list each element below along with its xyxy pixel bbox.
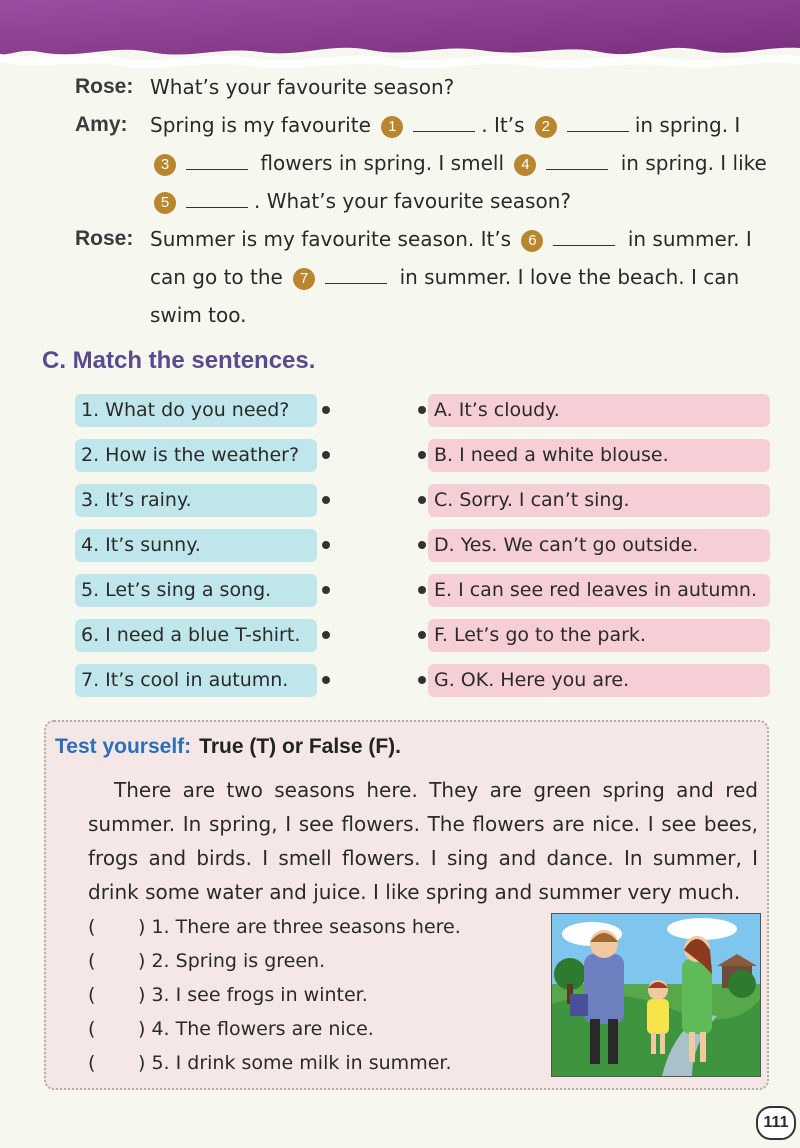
paren-close: ) xyxy=(138,950,146,972)
question-text: 4. The flowers are nice. xyxy=(151,1018,374,1040)
dialogue-text: in spring. I like xyxy=(620,151,767,175)
dialogue-text: . What’s your favourite season? xyxy=(254,189,571,213)
blank-number-badge: 6 xyxy=(521,230,543,252)
fill-blank[interactable] xyxy=(413,111,475,132)
match-dot-left[interactable] xyxy=(322,541,330,549)
blank-number-badge: 2 xyxy=(535,116,557,138)
match-dot-left[interactable] xyxy=(322,631,330,639)
blank-number-badge: 5 xyxy=(154,192,176,214)
question-item xyxy=(88,980,368,1010)
match-dot-right[interactable] xyxy=(418,496,426,504)
answer-paren[interactable]: ( xyxy=(88,950,96,972)
speaker-name: Amy: xyxy=(75,113,128,136)
match-left-item[interactable]: 7. It’s cool in autumn. xyxy=(75,664,317,697)
match-dot-right[interactable] xyxy=(418,676,426,684)
test-instruction: True (T) or False (F). xyxy=(199,735,402,758)
match-left-item[interactable]: 4. It’s sunny. xyxy=(75,529,317,562)
match-dot-left[interactable] xyxy=(322,496,330,504)
family-park-illustration xyxy=(551,913,761,1077)
answer-paren[interactable]: ( xyxy=(88,984,96,1006)
dialogue-text: in summer. I love the beach. I can xyxy=(399,265,740,289)
dialogue-text: What’s your favourite season? xyxy=(150,75,455,99)
match-dot-left[interactable] xyxy=(322,586,330,594)
blank-number-badge: 7 xyxy=(293,268,315,290)
fill-blank[interactable] xyxy=(553,225,615,246)
fill-blank[interactable] xyxy=(186,149,248,170)
paren-close: ) xyxy=(138,1018,146,1040)
blank-number-badge: 4 xyxy=(514,154,536,176)
paren-close: ) xyxy=(138,984,146,1006)
match-left-item[interactable]: 3. It’s rainy. xyxy=(75,484,317,517)
question-item xyxy=(88,912,461,942)
match-left-item[interactable]: 5. Let’s sing a song. xyxy=(75,574,317,607)
dialogue-text: flowers in spring. I smell xyxy=(260,151,505,175)
test-title xyxy=(55,735,401,759)
match-right-item[interactable]: G. OK. Here you are. xyxy=(428,664,770,697)
match-dot-right[interactable] xyxy=(418,406,426,414)
dialogue-text: swim too. xyxy=(150,303,247,327)
match-dot-right[interactable] xyxy=(418,586,426,594)
dialogue-text: Spring is my favourite xyxy=(150,113,371,137)
passage-text: There are two seasons here. They are green spring and red summer. In spring, I see flowers. The flowers are nice. I see bees, frogs and birds. I smell flowers. I sing and dance. In summer, I drink some water and juice. I like spring and summer very much. xyxy=(88,778,758,904)
question-item xyxy=(88,1048,452,1078)
blank-number-badge: 1 xyxy=(381,116,403,138)
match-dot-right[interactable] xyxy=(418,451,426,459)
match-right-item[interactable]: C. Sorry. I can’t sing. xyxy=(428,484,770,517)
paren-close: ) xyxy=(138,1052,146,1074)
page-number: 111 xyxy=(756,1106,796,1140)
question-text: 1. There are three seasons here. xyxy=(151,916,461,938)
question-text: 5. I drink some milk in summer. xyxy=(151,1052,452,1074)
match-right-item[interactable]: E. I can see red leaves in autumn. xyxy=(428,574,770,607)
answer-paren[interactable]: ( xyxy=(88,1018,96,1040)
question-item xyxy=(88,1014,374,1044)
dialogue-text: can go to the xyxy=(150,265,283,289)
match-dot-left[interactable] xyxy=(322,406,330,414)
reading-passage xyxy=(88,773,758,909)
match-left-item[interactable]: 1. What do you need? xyxy=(75,394,317,427)
fill-blank[interactable] xyxy=(325,263,387,284)
match-left-item[interactable]: 2. How is the weather? xyxy=(75,439,317,472)
dialogue-text: in summer. I xyxy=(627,227,752,251)
match-right-item[interactable]: A. It’s cloudy. xyxy=(428,394,770,427)
fill-blank[interactable] xyxy=(546,149,608,170)
fill-blank[interactable] xyxy=(567,111,629,132)
question-text: 3. I see frogs in winter. xyxy=(151,984,368,1006)
match-dot-left[interactable] xyxy=(322,676,330,684)
match-left-item[interactable]: 6. I need a blue T-shirt. xyxy=(75,619,317,652)
answer-paren[interactable]: ( xyxy=(88,916,96,938)
match-dot-right[interactable] xyxy=(418,541,426,549)
fill-blank[interactable] xyxy=(186,187,248,208)
test-label: Test yourself: xyxy=(55,735,192,758)
question-item xyxy=(88,946,325,976)
speaker-name: Rose: xyxy=(75,75,134,98)
match-right-item[interactable]: B. I need a white blouse. xyxy=(428,439,770,472)
blank-number-badge: 3 xyxy=(154,154,176,176)
match-dot-right[interactable] xyxy=(418,631,426,639)
question-text: 2. Spring is green. xyxy=(151,950,326,972)
top-banner xyxy=(0,0,800,80)
dialogue-text: Summer is my favourite season. It’s xyxy=(150,227,512,251)
match-right-item[interactable]: D. Yes. We can’t go outside. xyxy=(428,529,770,562)
match-right-item[interactable]: F. Let’s go to the park. xyxy=(428,619,770,652)
speaker-name: Rose: xyxy=(75,227,134,250)
section-c-title: C. Match the sentences. xyxy=(42,347,316,374)
match-dot-left[interactable] xyxy=(322,451,330,459)
dialogue-text: in spring. I xyxy=(634,113,741,137)
dialogue-text: . It’s xyxy=(481,113,525,137)
paren-close: ) xyxy=(138,916,146,938)
answer-paren[interactable]: ( xyxy=(88,1052,96,1074)
